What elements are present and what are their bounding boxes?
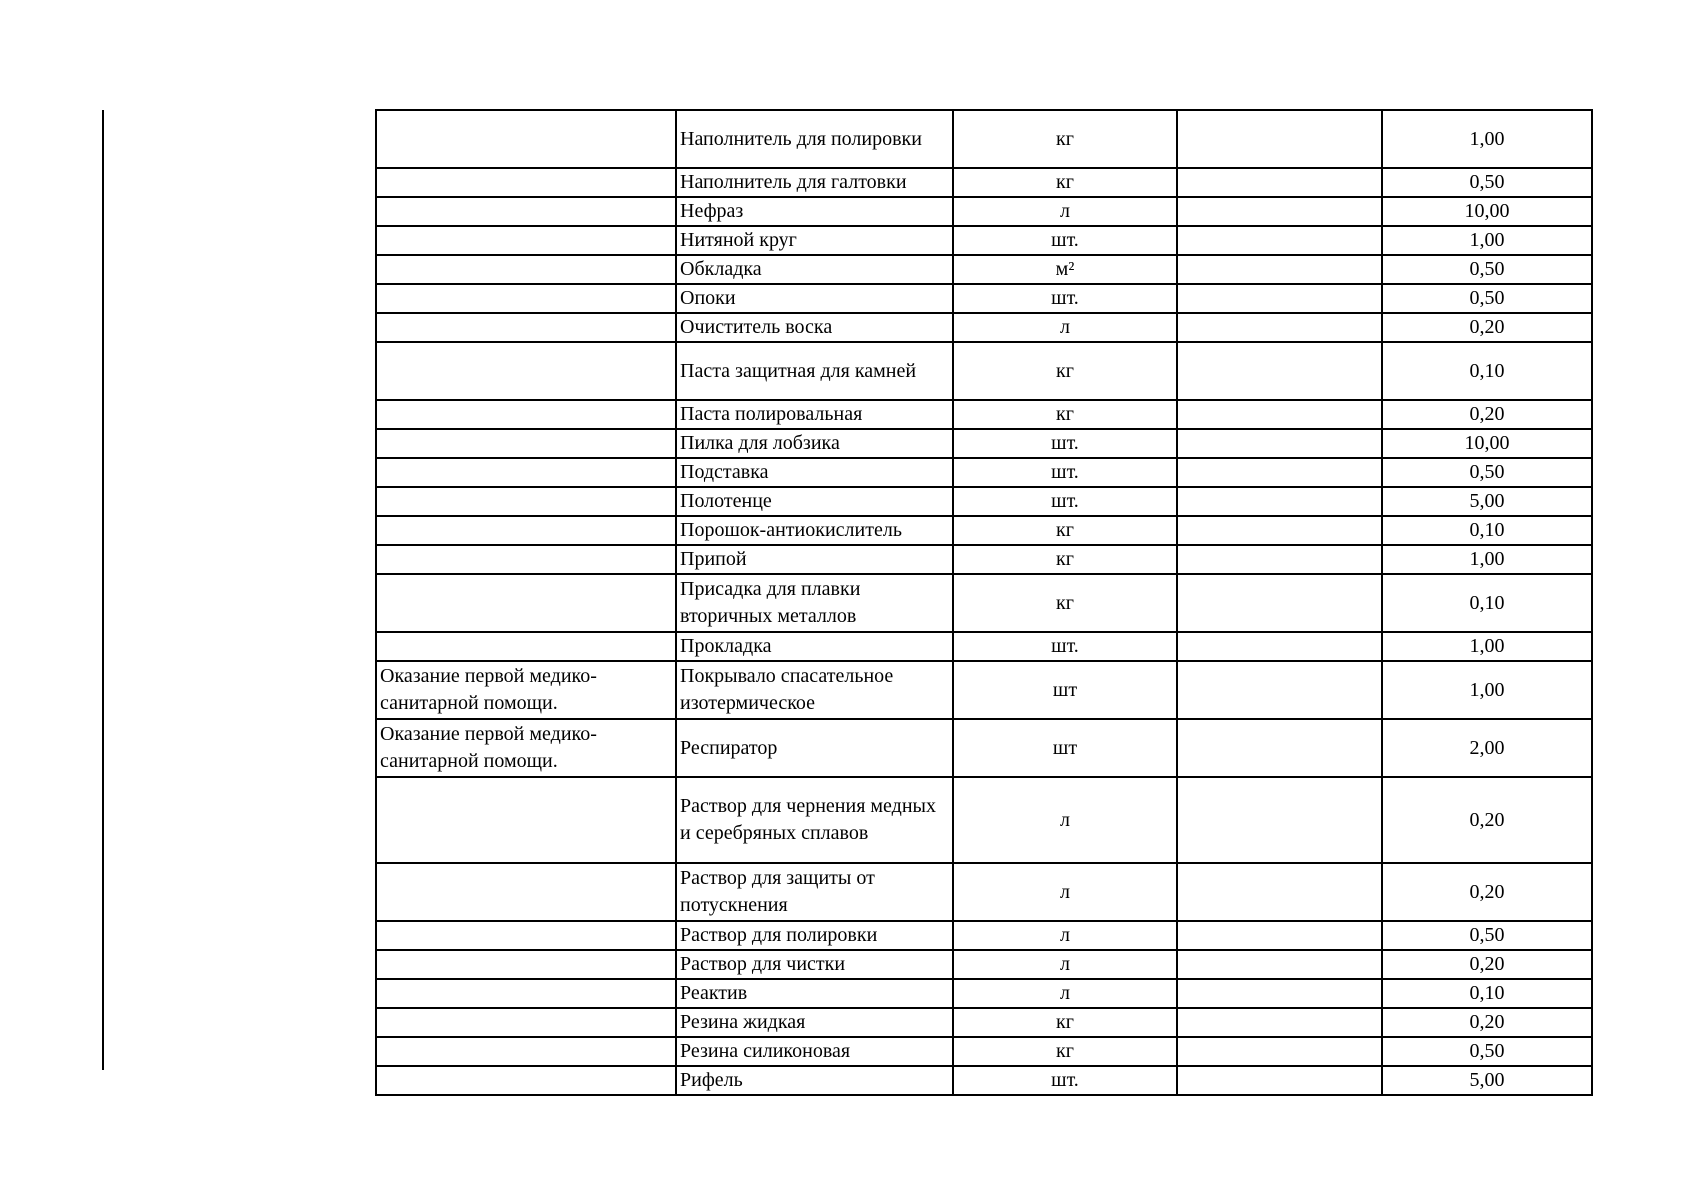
table-row	[376, 1037, 1592, 1066]
unit-cell: шт.	[953, 487, 1177, 516]
purpose-cell	[376, 1066, 676, 1095]
unit-cell: л	[953, 921, 1177, 950]
quantity-cell: 0,50	[1382, 284, 1592, 313]
quantity-cell: 0,10	[1382, 516, 1592, 545]
quantity-cell: 1,00	[1382, 545, 1592, 574]
note-cell	[1177, 1008, 1382, 1037]
unit-cell: шт.	[953, 429, 1177, 458]
unit-cell: кг	[953, 342, 1177, 400]
item-name-cell: Нефраз	[676, 197, 953, 226]
item-name-cell: Порошок-антиокислитель	[676, 516, 953, 545]
table-row	[376, 197, 1592, 226]
unit-cell: шт	[953, 661, 1177, 719]
purpose-cell	[376, 516, 676, 545]
item-name-cell: Подставка	[676, 458, 953, 487]
table-row	[376, 661, 1592, 719]
purpose-cell	[376, 400, 676, 429]
note-cell	[1177, 255, 1382, 284]
note-cell	[1177, 719, 1382, 777]
item-name-cell: Опоки	[676, 284, 953, 313]
item-name-cell: Пилка для лобзика	[676, 429, 953, 458]
item-name-cell: Резина жидкая	[676, 1008, 953, 1037]
purpose-cell	[376, 921, 676, 950]
quantity-cell: 1,00	[1382, 632, 1592, 661]
purpose-cell	[376, 197, 676, 226]
purpose-cell	[376, 255, 676, 284]
purpose-cell	[376, 632, 676, 661]
note-cell	[1177, 1037, 1382, 1066]
quantity-cell: 0,20	[1382, 400, 1592, 429]
page-margin-line	[102, 110, 104, 1070]
table-row	[376, 574, 1592, 632]
note-cell	[1177, 545, 1382, 574]
note-cell	[1177, 1066, 1382, 1095]
unit-cell: л	[953, 950, 1177, 979]
item-name-cell: Резина силиконовая	[676, 1037, 953, 1066]
unit-cell: кг	[953, 1008, 1177, 1037]
table-row	[376, 921, 1592, 950]
note-cell	[1177, 110, 1382, 168]
quantity-cell: 10,00	[1382, 197, 1592, 226]
table-row	[376, 110, 1592, 168]
quantity-cell: 0,20	[1382, 950, 1592, 979]
quantity-cell: 0,50	[1382, 921, 1592, 950]
quantity-cell: 0,10	[1382, 574, 1592, 632]
purpose-cell	[376, 458, 676, 487]
quantity-cell: 0,20	[1382, 777, 1592, 863]
item-name-cell: Паста защитная для камней	[676, 342, 953, 400]
purpose-cell	[376, 429, 676, 458]
item-name-cell: Рифель	[676, 1066, 953, 1095]
purpose-cell	[376, 979, 676, 1008]
quantity-cell: 0,50	[1382, 458, 1592, 487]
table-row	[376, 342, 1592, 400]
unit-cell: кг	[953, 516, 1177, 545]
note-cell	[1177, 979, 1382, 1008]
quantity-cell: 5,00	[1382, 487, 1592, 516]
unit-cell: л	[953, 313, 1177, 342]
quantity-cell: 1,00	[1382, 110, 1592, 168]
item-name-cell: Припой	[676, 545, 953, 574]
note-cell	[1177, 921, 1382, 950]
purpose-cell	[376, 168, 676, 197]
quantity-cell: 0,50	[1382, 168, 1592, 197]
table-row	[376, 400, 1592, 429]
table-row	[376, 719, 1592, 777]
note-cell	[1177, 342, 1382, 400]
note-cell	[1177, 197, 1382, 226]
unit-cell: шт.	[953, 284, 1177, 313]
materials-table-body	[376, 110, 1592, 1095]
purpose-cell	[376, 950, 676, 979]
item-name-cell: Паста полировальная	[676, 400, 953, 429]
table-row	[376, 313, 1592, 342]
quantity-cell: 2,00	[1382, 719, 1592, 777]
purpose-cell: Оказание первой медико-санитарной помощи.	[376, 719, 676, 777]
note-cell	[1177, 632, 1382, 661]
unit-cell: м²	[953, 255, 1177, 284]
table-row	[376, 863, 1592, 921]
item-name-cell: Раствор для чернения медных и серебряных сплавов	[676, 777, 953, 863]
note-cell	[1177, 313, 1382, 342]
quantity-cell: 0,10	[1382, 342, 1592, 400]
quantity-cell: 0,20	[1382, 863, 1592, 921]
purpose-cell	[376, 313, 676, 342]
quantity-cell: 0,50	[1382, 255, 1592, 284]
note-cell	[1177, 516, 1382, 545]
table-row	[376, 255, 1592, 284]
note-cell	[1177, 458, 1382, 487]
quantity-cell: 1,00	[1382, 661, 1592, 719]
unit-cell: кг	[953, 545, 1177, 574]
purpose-cell	[376, 1037, 676, 1066]
note-cell	[1177, 284, 1382, 313]
note-cell	[1177, 400, 1382, 429]
item-name-cell: Нитяной круг	[676, 226, 953, 255]
quantity-cell: 0,20	[1382, 313, 1592, 342]
materials-table	[375, 109, 1593, 1096]
quantity-cell: 0,10	[1382, 979, 1592, 1008]
table-row	[376, 487, 1592, 516]
item-name-cell: Обкладка	[676, 255, 953, 284]
note-cell	[1177, 863, 1382, 921]
table-row	[376, 226, 1592, 255]
unit-cell: л	[953, 863, 1177, 921]
quantity-cell: 5,00	[1382, 1066, 1592, 1095]
purpose-cell: Оказание первой медико-санитарной помощи.	[376, 661, 676, 719]
unit-cell: шт.	[953, 632, 1177, 661]
item-name-cell: Наполнитель для полировки	[676, 110, 953, 168]
unit-cell: л	[953, 979, 1177, 1008]
unit-cell: шт.	[953, 458, 1177, 487]
table-row	[376, 458, 1592, 487]
item-name-cell: Реактив	[676, 979, 953, 1008]
purpose-cell	[376, 226, 676, 255]
unit-cell: кг	[953, 1037, 1177, 1066]
quantity-cell: 0,20	[1382, 1008, 1592, 1037]
purpose-cell	[376, 863, 676, 921]
table-row	[376, 1066, 1592, 1095]
table-row	[376, 979, 1592, 1008]
unit-cell: л	[953, 777, 1177, 863]
purpose-cell	[376, 574, 676, 632]
unit-cell: кг	[953, 574, 1177, 632]
unit-cell: шт	[953, 719, 1177, 777]
purpose-cell	[376, 110, 676, 168]
note-cell	[1177, 950, 1382, 979]
table-row	[376, 950, 1592, 979]
note-cell	[1177, 661, 1382, 719]
item-name-cell: Полотенце	[676, 487, 953, 516]
table-row	[376, 516, 1592, 545]
item-name-cell: Респиратор	[676, 719, 953, 777]
item-name-cell: Прокладка	[676, 632, 953, 661]
note-cell	[1177, 226, 1382, 255]
item-name-cell: Покрывало спасательное изотермическое	[676, 661, 953, 719]
quantity-cell: 1,00	[1382, 226, 1592, 255]
note-cell	[1177, 168, 1382, 197]
item-name-cell: Наполнитель для галтовки	[676, 168, 953, 197]
quantity-cell: 10,00	[1382, 429, 1592, 458]
table-row	[376, 168, 1592, 197]
purpose-cell	[376, 777, 676, 863]
unit-cell: л	[953, 197, 1177, 226]
unit-cell: шт.	[953, 226, 1177, 255]
note-cell	[1177, 487, 1382, 516]
note-cell	[1177, 429, 1382, 458]
purpose-cell	[376, 545, 676, 574]
quantity-cell: 0,50	[1382, 1037, 1592, 1066]
unit-cell: кг	[953, 168, 1177, 197]
table-row	[376, 777, 1592, 863]
purpose-cell	[376, 1008, 676, 1037]
item-name-cell: Раствор для защиты от потускнения	[676, 863, 953, 921]
item-name-cell: Очиститель воска	[676, 313, 953, 342]
unit-cell: шт.	[953, 1066, 1177, 1095]
item-name-cell: Присадка для плавки вторичных металлов	[676, 574, 953, 632]
table-row	[376, 632, 1592, 661]
table-row	[376, 429, 1592, 458]
purpose-cell	[376, 342, 676, 400]
item-name-cell: Раствор для чистки	[676, 950, 953, 979]
table-row	[376, 1008, 1592, 1037]
note-cell	[1177, 574, 1382, 632]
item-name-cell: Раствор для полировки	[676, 921, 953, 950]
table-row	[376, 545, 1592, 574]
note-cell	[1177, 777, 1382, 863]
unit-cell: кг	[953, 400, 1177, 429]
purpose-cell	[376, 487, 676, 516]
unit-cell: кг	[953, 110, 1177, 168]
purpose-cell	[376, 284, 676, 313]
table-row	[376, 284, 1592, 313]
